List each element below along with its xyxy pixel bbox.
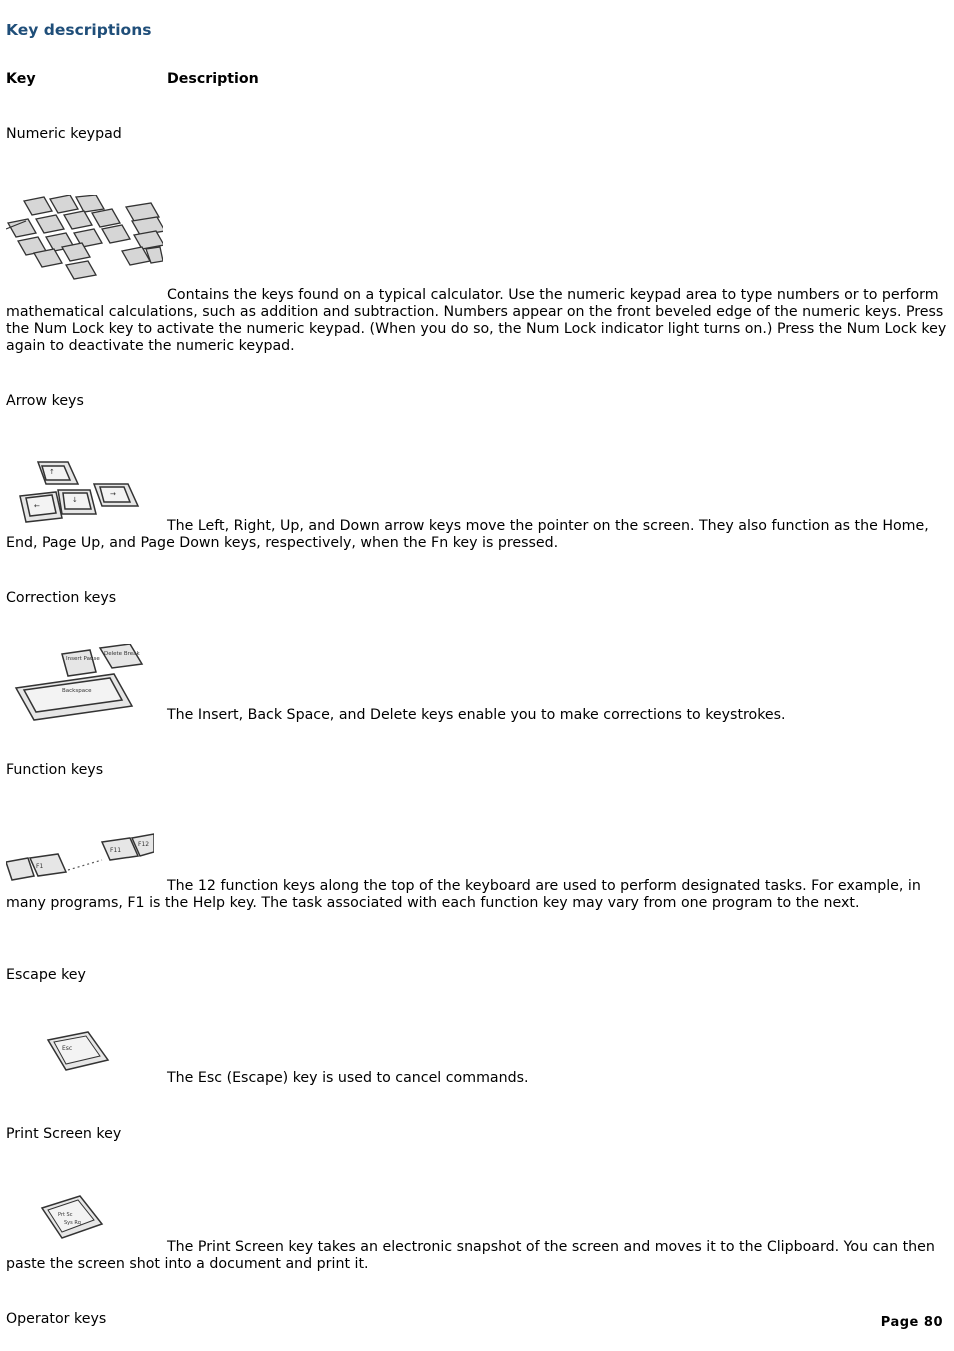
key-label-sys-rq: Sys Rq xyxy=(64,1220,81,1226)
key-name-print-screen-key: Print Screen key xyxy=(6,1126,122,1142)
key-name-function-keys: Function keys xyxy=(6,762,104,778)
key-name-arrow-keys: Arrow keys xyxy=(6,393,84,409)
arrow-keys-illustration xyxy=(18,458,140,524)
key-label-f11: F11 xyxy=(110,847,122,854)
description-escape-key: The Esc (Escape) key is used to cancel commands. xyxy=(167,1070,529,1086)
svg-text:←: ← xyxy=(34,502,40,510)
key-name-escape-key: Escape key xyxy=(6,967,86,983)
column-header-key: Key xyxy=(6,71,36,87)
svg-text:→: → xyxy=(110,490,116,498)
description-numeric-keypad: Contains the keys found on a typical calculator. Use the numeric keypad area to type numbers or to perform mathematical calculations, such as addition and subtraction. Numbers appear on the front beveled edge of the numeric keys. Press the Num Lock key to activate the numeric keypad. (When you do so, the Num Lock indicator light turns on.) Press the Num Lock key again to deactivate the numeric keypad. xyxy=(6,287,947,354)
description-correction-keys: The Insert, Back Space, and Delete keys enable you to make corrections to keystrokes. xyxy=(167,707,786,723)
svg-text:↑: ↑ xyxy=(49,468,55,476)
key-label-backspace: Backspace xyxy=(62,688,92,694)
key-label-f12: F12 xyxy=(138,841,150,848)
page-title: Key descriptions xyxy=(6,21,152,39)
key-name-operator-keys: Operator keys xyxy=(6,1311,107,1327)
escape-key-illustration xyxy=(46,1030,110,1074)
key-label-delete-break: Delete Break xyxy=(104,651,140,657)
key-name-correction-keys: Correction keys xyxy=(6,590,117,606)
description-arrow-keys: The Left, Right, Up, and Down arrow keys move the pointer on the screen. They also function as the Home, End, Page Up, and Page Down keys, respectively, when the Fn key is pressed. xyxy=(6,518,929,551)
key-name-numeric-keypad: Numeric keypad xyxy=(6,126,122,142)
description-function-keys: The 12 function keys along the top of the keyboard are used to perform designated tasks. For example, in many programs, F1 is the Help key. The task associated with each function key may vary from one program to the next. xyxy=(6,878,921,911)
description-print-screen-key: The Print Screen key takes an electronic snapshot of the screen and moves it to the Clipboard. You can then paste the screen shot into a document and print it. xyxy=(6,1239,935,1272)
key-label-esc: Esc xyxy=(62,1045,73,1052)
column-header-description: Description xyxy=(167,71,259,87)
print-screen-key-illustration xyxy=(40,1194,106,1240)
numeric-keypad-illustration xyxy=(6,195,163,290)
key-label-insert-pause: Insert Pause xyxy=(66,656,100,662)
svg-text:↓: ↓ xyxy=(72,496,78,504)
page-number: Page 80 xyxy=(880,1315,943,1330)
key-label-prt-sc: Prt Sc xyxy=(58,1212,73,1218)
key-label-f1: F1 xyxy=(36,863,44,870)
